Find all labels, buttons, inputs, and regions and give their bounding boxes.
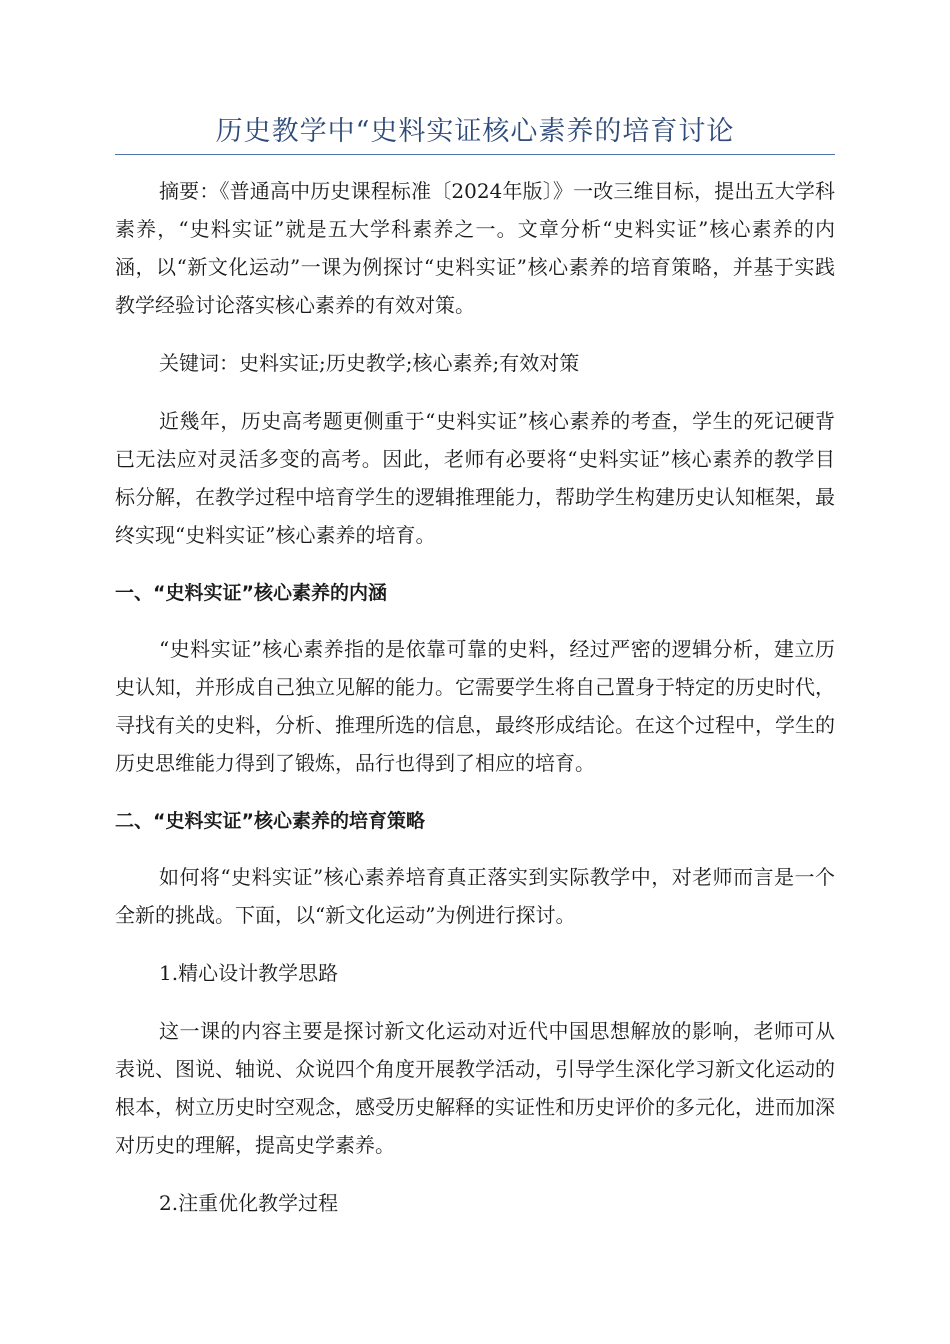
keywords-paragraph: 关键词：史料实证;历史教学;核心素养;有效对策 <box>159 351 580 375</box>
section-1-paragraph: “史料实证”核心素养指的是依靠可靠的史料，经过严密的逻辑分析，建立历史认知，并形成自己独立见解的能力。它需要学生将自己置身于特定的历史时代，寻找有关的史料，分析、推理所选的信息，最终形成结论。在这个过程中，学生的历史思维能力得到了锻炼，品行也得到了相应的培育。 <box>115 637 835 775</box>
section-2-paragraph: 如何将“史料实证”核心素养培育真正落实到实际教学中，对老师而言是一个全新的挑战。下面，以“新文化运动”为例进行探讨。 <box>115 865 835 927</box>
section-2-heading: 二、“史料实证”核心素养的培育策略 <box>115 810 425 832</box>
document-title: 历史教学中“史料实证核心素养的培育讨论 <box>215 116 735 147</box>
document-body <box>115 172 835 1222</box>
subsection-2-heading: 2.注重优化教学过程 <box>159 1191 339 1215</box>
subsection-1-heading: 1.精心设计教学思路 <box>159 961 339 985</box>
intro-paragraph: 近幾年，历史高考题更侧重于“史料实证”核心素养的考查，学生的死记硬背已无法应对灵活多变的高考。因此，老师有必要将“史料实证”核心素养的教学目标分解，在教学过程中培育学生的逻辑推理能力，帮助学生构建历史认知框架，最终实现“史料实证”核心素养的培育。 <box>115 409 835 547</box>
subsection-1-paragraph: 这一课的内容主要是探讨新文化运动对近代中国思想解放的影响，老师可从表说、图说、轴说、众说四个角度开展教学活动，引导学生深化学习新文化运动的根本，树立历史时空观念，感受历史解释的实证性和历史评价的多元化，进而加深对历史的理解，提高史学素养。 <box>115 1019 835 1157</box>
section-1-heading: 一、“史料实证”核心素养的内涵 <box>115 582 387 604</box>
title-underline <box>115 154 835 155</box>
abstract-paragraph: 摘要：《普通高中历史课程标准〔2024年版〕》一改三维目标，提出五大学科素养，“史料实证”就是五大学科素养之一。文章分析“史料实证”核心素养的内涵，以“新文化运动”一课为例探讨“史料实证”核心素养的培育策略，并基于实践教学经验讨论落实核心素养的有效对策。 <box>115 179 835 317</box>
